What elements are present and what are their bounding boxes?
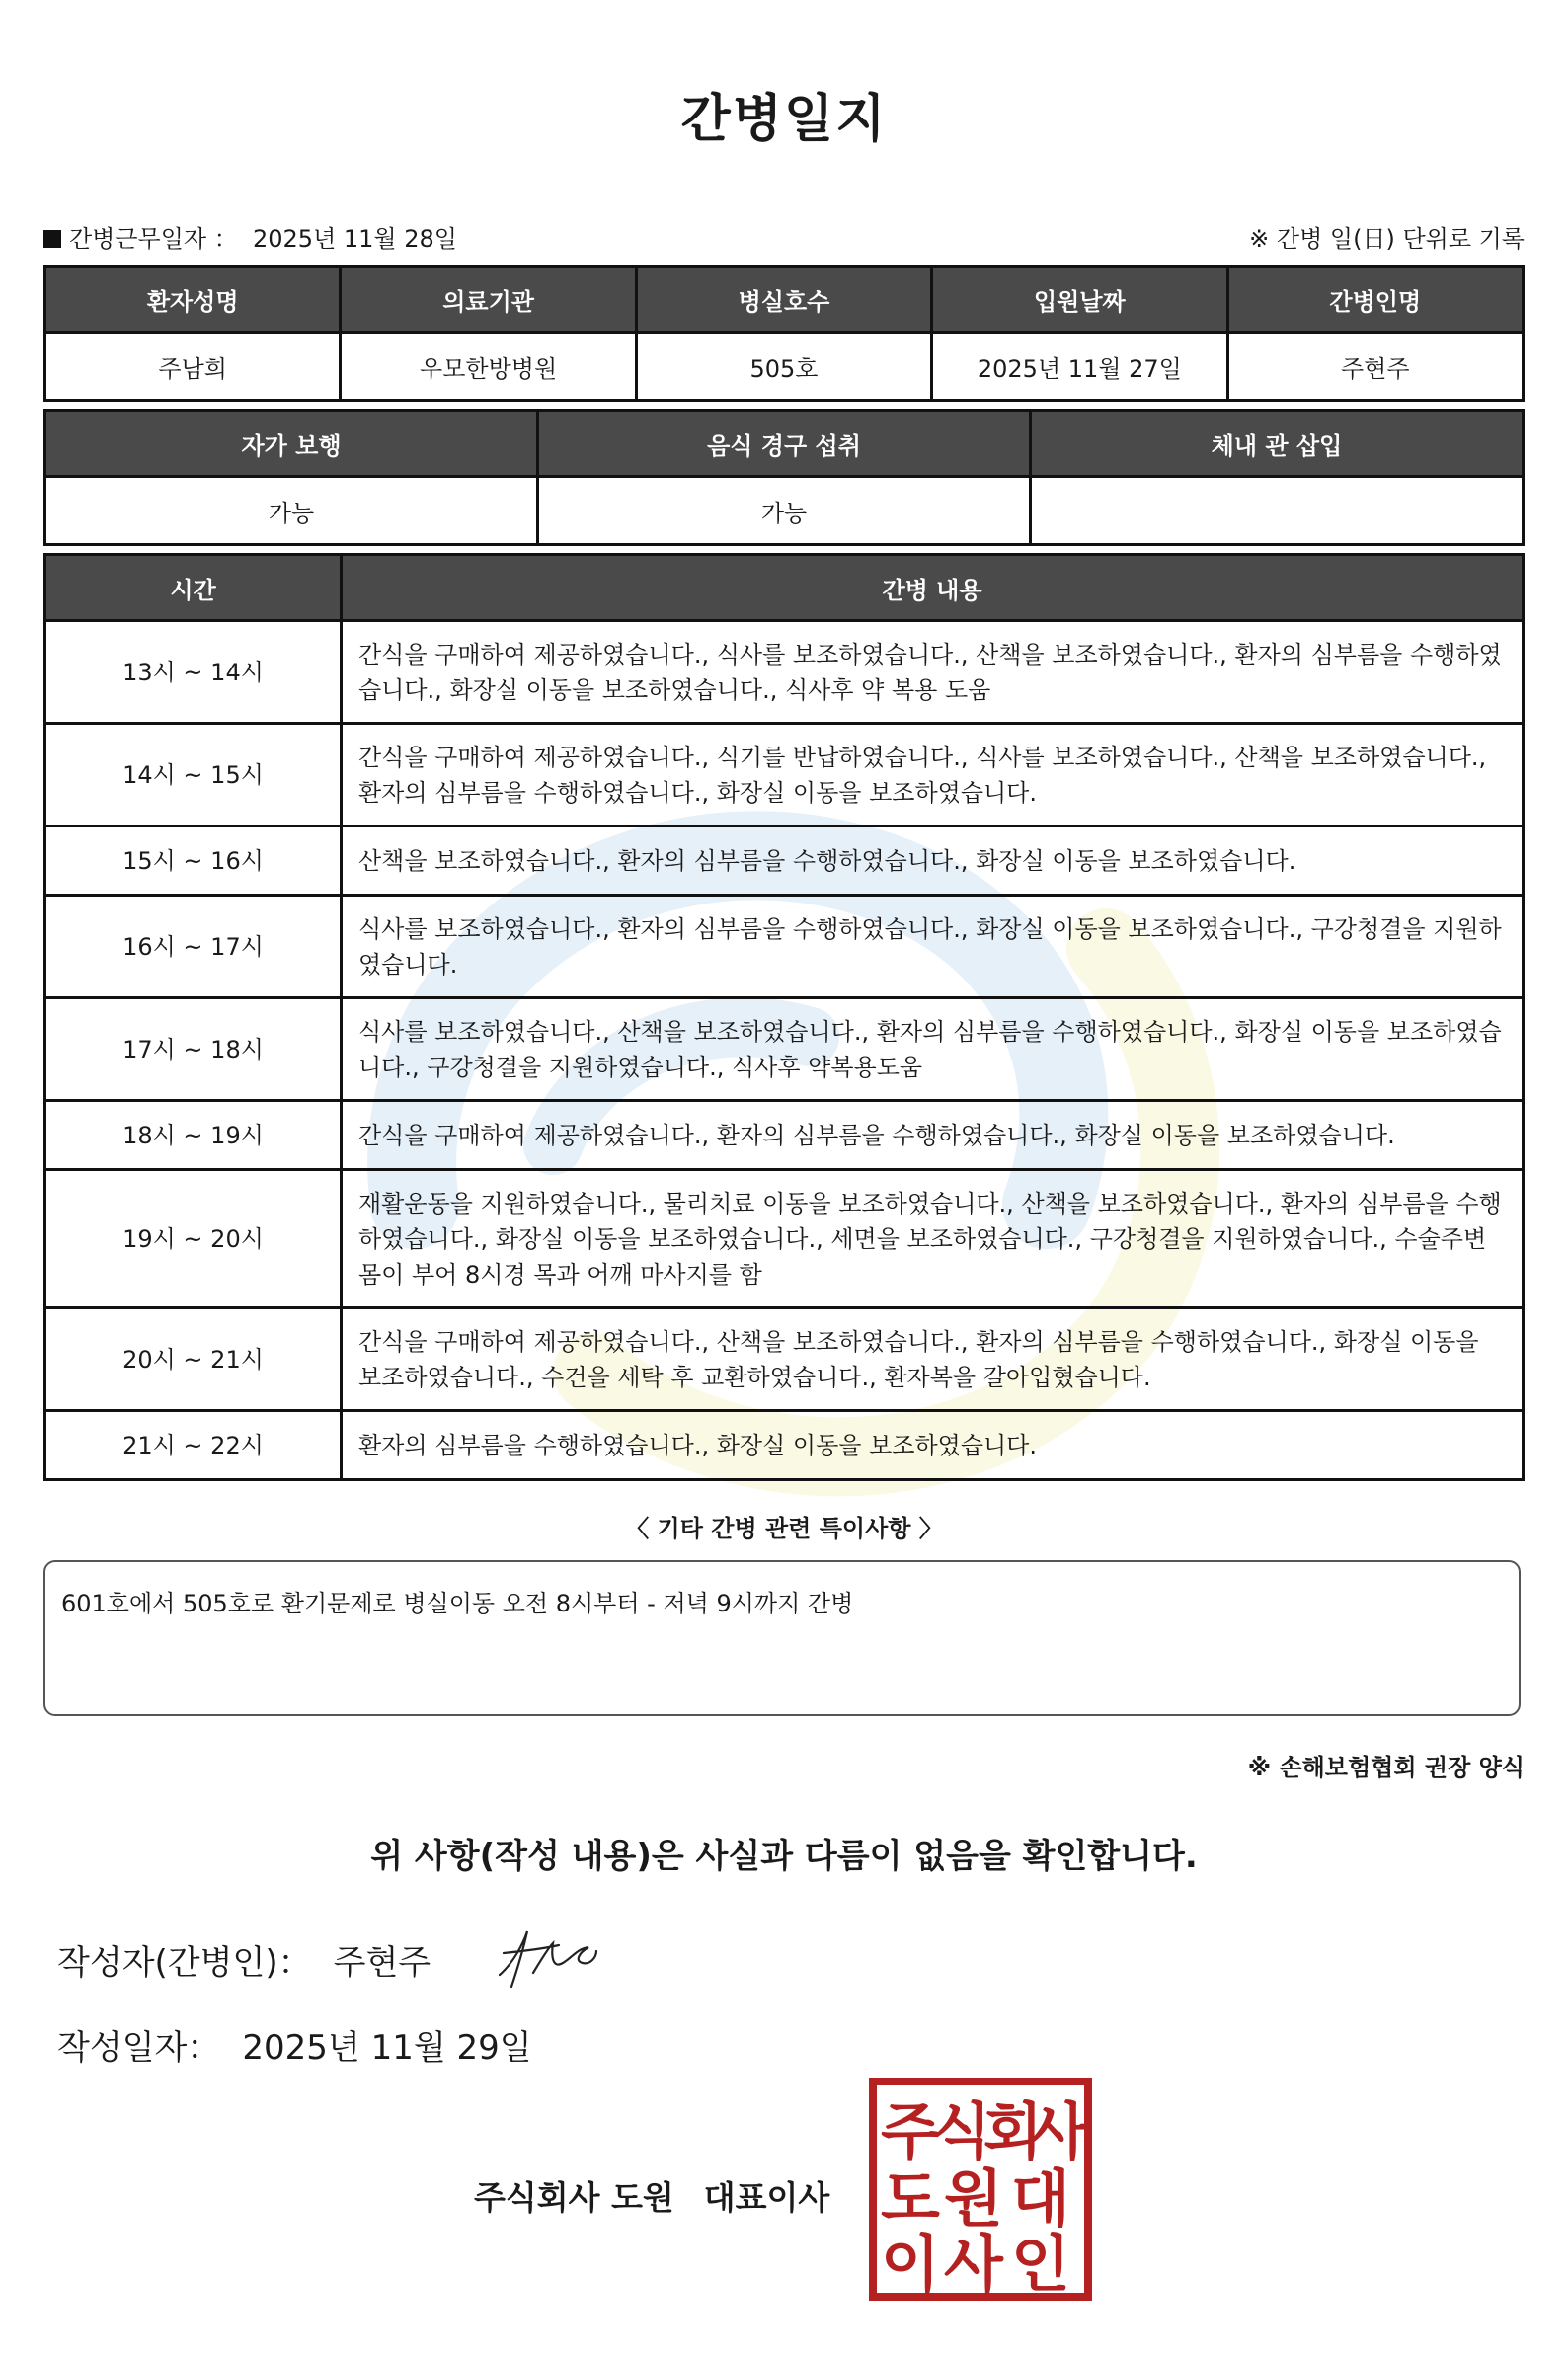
header-tube-insertion: 체내 관 삽입: [1031, 411, 1524, 477]
care-content-cell: 식사를 보조하였습니다., 환자의 심부름을 수행하였습니다., 화장실 이동을 보조하였습니다., 구강청결을 지원하였습니다.: [342, 896, 1524, 998]
svg-text:회: 회: [983, 2095, 1043, 2167]
special-notes-text: 601호에서 505호로 환기문제로 병실이동 오전 8시부터 - 저녁 9시까지 간병: [61, 1590, 854, 1617]
written-date-line: [57, 2020, 532, 2069]
time-cell: 21시 ~ 22시: [45, 1411, 342, 1480]
writer-label: 작성자(간병인)：: [57, 1943, 312, 1983]
header-room-number: 병실호수: [636, 267, 931, 333]
table-row: [45, 333, 1524, 401]
time-cell: 17시 ~ 18시: [45, 998, 342, 1101]
confirmation-statement: 위 사항(작성 내용)은 사실과 다름이 없음을 확인합니다.: [370, 1837, 1198, 1876]
time-cell: 16시 ~ 17시: [45, 896, 342, 998]
care-content-cell: 간식을 구매하여 제공하였습니다., 산책을 보조하였습니다., 환자의 심부름을 수행하였습니다., 화장실 이동을 보조하였습니다., 수건을 세탁 후 교환하였습니다., 환자복을 갈아입혔습니다.: [342, 1308, 1524, 1411]
table-row: [45, 1308, 1524, 1411]
care-content-cell: 간식을 구매하여 제공하였습니다., 환자의 심부름을 수행하였습니다., 화장실 이동을 보조하였습니다.: [342, 1101, 1524, 1170]
svg-text:주: 주: [881, 2095, 940, 2167]
hospital-name: 우모한방병원: [341, 333, 636, 401]
table-header-row: [45, 555, 1524, 621]
time-cell: 15시 ~ 16시: [45, 826, 342, 896]
care-content-cell: 간식을 구매하여 제공하였습니다., 식사를 보조하였습니다., 산책을 보조하였습니다., 환자의 심부름을 수행하였습니다., 화장실 이동을 보조하였습니다., 식사후 약 복용 도움: [342, 621, 1524, 724]
caregiver-name: 주현주: [1227, 333, 1523, 401]
square-bullet-icon: [43, 230, 61, 248]
care-content-cell: 환자의 심부름을 수행하였습니다., 화장실 이동을 보조하였습니다.: [342, 1411, 1524, 1480]
header-time: 시간: [45, 555, 342, 621]
patient-status-table: [43, 409, 1525, 546]
table-row: [45, 1101, 1524, 1170]
table-row: [45, 477, 1524, 545]
header-caregiver-name: 간병인명: [1227, 267, 1523, 333]
time-cell: 14시 ~ 15시: [45, 724, 342, 826]
time-cell: 20시 ~ 21시: [45, 1308, 342, 1411]
svg-text:이: 이: [881, 2228, 940, 2300]
table-header-row: [45, 411, 1524, 477]
svg-text:사: 사: [1029, 2095, 1088, 2167]
svg-text:인: 인: [1011, 2228, 1070, 2300]
writer-line: [57, 1935, 431, 1984]
care-log-table: [43, 553, 1525, 1481]
care-content-cell: 재활운동을 지원하였습니다., 물리치료 이동을 보조하였습니다., 산책을 보조하였습니다., 환자의 심부름을 수행하였습니다., 화장실 이동을 보조하였습니다., 세면을 보조하였습니다., 구강청결을 지원하였습니다., 수술주변 몸이 부어 8시경 목과 어깨 마사지를 함: [342, 1170, 1524, 1308]
header-care-content: 간병 내용: [342, 555, 1524, 621]
svg-text:사: 사: [944, 2228, 1003, 2300]
written-date-value: 2025년 11월 29일: [242, 2028, 532, 2068]
oral-intake-value: 가능: [538, 477, 1031, 545]
svg-text:원: 원: [944, 2162, 1003, 2235]
care-content-cell: 식사를 보조하였습니다., 산책을 보조하였습니다., 환자의 심부름을 수행하였습니다., 화장실 이동을 보조하였습니다., 구강청결을 지원하였습니다., 식사후 약복용도움: [342, 998, 1524, 1101]
room-number: 505호: [636, 333, 931, 401]
time-cell: 13시 ~ 14시: [45, 621, 342, 724]
ceo-title: 대표이사: [703, 2178, 830, 2217]
company-seal-stamp: [869, 2078, 1092, 2301]
work-date: [43, 219, 457, 254]
special-notes-box: [43, 1560, 1521, 1716]
header-hospital: 의료기관: [341, 267, 636, 333]
signature: [494, 1924, 602, 1993]
table-row: [45, 998, 1524, 1101]
admission-date: 2025년 11월 27일: [932, 333, 1227, 401]
table-row: [45, 896, 1524, 998]
header-oral-intake: 음식 경구 섭취: [538, 411, 1031, 477]
table-row: [45, 724, 1524, 826]
header-patient-name: 환자성명: [45, 267, 341, 333]
svg-text:대: 대: [1011, 2162, 1070, 2235]
care-content-cell: 간식을 구매하여 제공하였습니다., 식기를 반납하였습니다., 식사를 보조하였습니다., 산책을 보조하였습니다., 환자의 심부름을 수행하였습니다., 화장실 이동을 보조하였습니다.: [342, 724, 1524, 826]
care-content-cell: 산책을 보조하였습니다., 환자의 심부름을 수행하였습니다., 화장실 이동을 보조하였습니다.: [342, 826, 1524, 896]
written-date-label: 작성일자：: [57, 2028, 221, 2068]
company-signature-line: [474, 2172, 829, 2219]
company-name: 주식회사 도원: [474, 2178, 674, 2217]
tube-insertion-value: [1031, 477, 1524, 545]
time-cell: 18시 ~ 19시: [45, 1101, 342, 1170]
time-cell: 19시 ~ 20시: [45, 1170, 342, 1308]
work-date-value: 2025년 11월 28일: [253, 225, 457, 253]
self-walking-value: 가능: [45, 477, 538, 545]
header-self-walking: 자가 보행: [45, 411, 538, 477]
svg-text:도: 도: [881, 2162, 940, 2235]
recommended-form-note: ※ 손해보험협회 권장 양식: [1247, 1754, 1525, 1781]
svg-text:식: 식: [932, 2095, 991, 2167]
patient-info-table: [43, 265, 1525, 402]
work-date-label: 간병근무일자 ：: [69, 225, 238, 253]
header-admission-date: 입원날짜: [932, 267, 1227, 333]
special-notes-title: 〈 기타 간병 관련 특이사항 〉: [625, 1515, 943, 1542]
writer-name: 주현주: [333, 1943, 431, 1983]
patient-name: 주남희: [45, 333, 341, 401]
table-row: [45, 1170, 1524, 1308]
table-row: [45, 826, 1524, 896]
table-row: [45, 1411, 1524, 1480]
page-title: 간병일지: [680, 90, 888, 149]
record-note: ※ 간병 일(日) 단위로 기록: [1249, 225, 1525, 253]
table-header-row: [45, 267, 1524, 333]
table-row: [45, 621, 1524, 724]
